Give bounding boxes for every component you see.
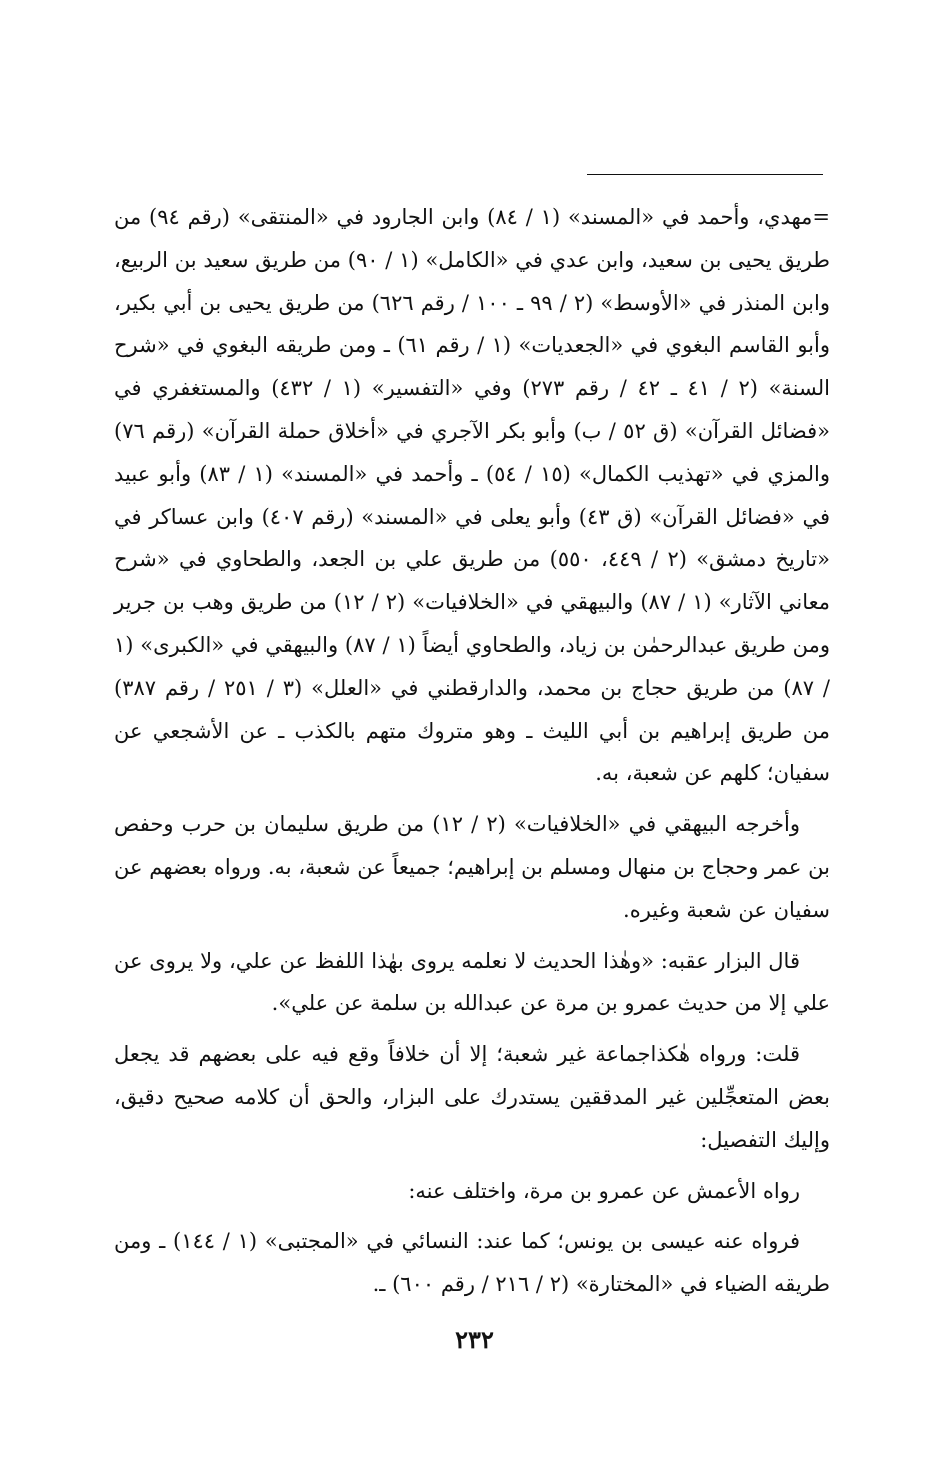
footnote-separator-line	[587, 174, 823, 175]
footnote-paragraph-3: قال البزار عقبه: «وهٰذا الحديث لا نعلمه يروى بهٰذا اللفظ عن علي، ولا يروى عن علي إلا من حديث عمرو بن مرة عن عبدالله بن سلمة عن علي».	[114, 948, 830, 1016]
page-number: ٢٣٢	[455, 1325, 494, 1354]
footnote-paragraph-4: قلت: ورواه هٰكذاجماعة غير شعبة؛ إلا أن خلافاً وقع فيه على بعضهم قد يجعل بعض المتعجِّلين غير المدققين يستدرك على البزار، والحق أن كلامه صحيح دقيق، وإليك التفصيل:	[114, 1042, 830, 1152]
footnote-paragraph-5: رواه الأعمش عن عمرو بن مرة، واختلف عنه:	[408, 1178, 800, 1203]
footnote-text-block	[114, 196, 830, 1306]
footnote-paragraph-6: فرواه عنه عيسى بن يونس؛ كما عند: النسائي في «المجتبى» (١ / ١٤٤) ـ ومن طريقه الضياء في «المختارة» (٢ / ٢١٦ / رقم ٦٠٠) ـ.	[114, 1229, 830, 1297]
footnote-paragraph-1: =مهدي، وأحمد في «المسند» (١ / ٨٤) وابن الجارود في «المنتقى» (رقم ٩٤) من طريق يحيى بن سعيد، وابن عدي في «الكامل» (١ / ٩٠) من طريق سعيد بن الربيع، وابن المنذر في «الأوسط» (٢ / ٩٩ ـ ١٠٠ / رقم ٦٢٦) من طريق يحيى بن أبي بكير، وأبو القاسم البغوي في «الجعديات» (١ / رقم ٦١) ـ ومن طريقه البغوي في «شرح السنة» (٢ / ٤١ ـ ٤٢ / رقم ٢٧٣) وفي «التفسير» (١ / ٤٣٢) والمستغفري في «فضائل القرآن» (ق ٥٢ / ب) وأبو بكر الآجري في «أخلاق حملة القرآن» (رقم ٧٦) والمزي في «تهذيب الكمال» (١٥ / ٥٤) ـ وأحمد في «المسند» (١ / ٨٣) وأبو عبيد في «فضائل القرآن» (ق ٤٣) وأبو يعلى في «المسند» (رقم ٤٠٧) وابن عساكر في «تاريخ دمشق» (٢ / ٤٤٩، ٥٥٠) من طريق علي بن الجعد، والطحاوي في «شرح معاني الآثار» (١ / ٨٧) والبيهقي في «الخلافيات» (٢ / ١٢) من طريق وهب بن جرير ومن طريق عبدالرحمٰن بن زياد، والطحاوي أيضاً (١ / ٨٧) والبيهقي في «الكبرى» (١ / ٨٧) من طريق حجاج بن محمد، والدارقطني في «العلل» (٣ / ٢٥١ / رقم ٣٨٧) من طريق إبراهيم بن أبي الليث ـ وهو متروك متهم بالكذب ـ عن الأشجعي عن سفيان؛ كلهم عن شعبة، به.	[114, 205, 831, 786]
footnote-paragraph-2: وأخرجه البيهقي في «الخلافيات» (٢ / ١٢) من طريق سليمان بن حرب وحفص بن عمر وحجاج بن منهال ومسلم بن إبراهيم؛ جميعاً عن شعبة، به. ورواه بعضهم عن سفيان عن شعبة وغيره.	[114, 812, 830, 922]
